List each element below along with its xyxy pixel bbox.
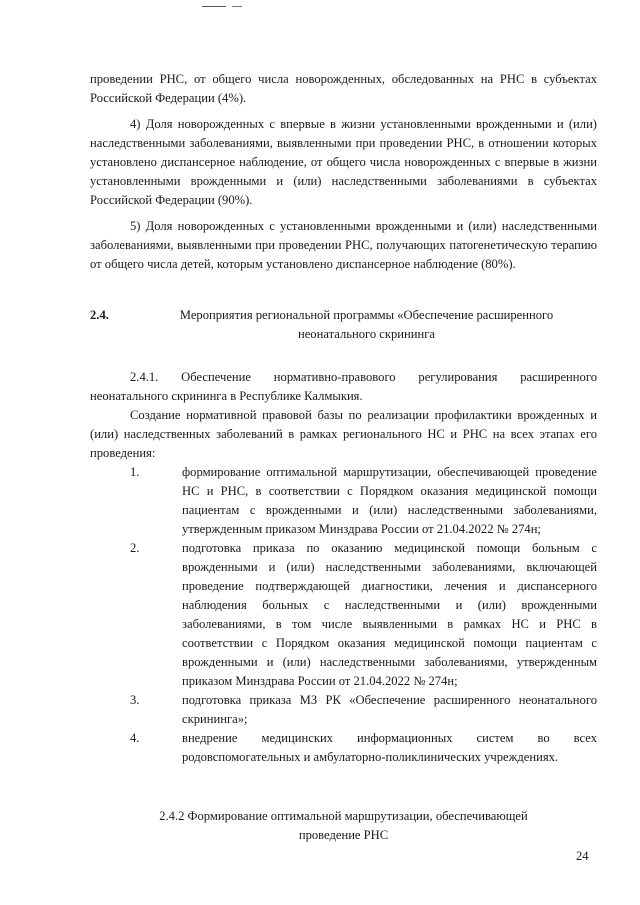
page-content bbox=[90, 70, 597, 845]
section-heading-2-4 bbox=[90, 306, 597, 344]
subsection-2-4-1-intro: 2.4.1. Обеспечение нормативно-правового регулирования расширенного неонатального скрининга в Республике Калмыкия. bbox=[90, 370, 597, 403]
list-item bbox=[90, 691, 597, 729]
list-item-number: 4. bbox=[130, 731, 140, 745]
list-item bbox=[90, 729, 597, 767]
list-item-text: внедрение медицинских информационных систем во всех родовспомогательных и амбулаторно-поликлинических учреждениях. bbox=[182, 731, 597, 764]
section-heading-2-4-2 bbox=[90, 807, 597, 845]
list-item-number: 3. bbox=[130, 693, 140, 707]
section-title-line2: неонатального скрининга bbox=[297, 327, 436, 341]
paragraph-continuation: проведении РНС, от общего числа новорожденных, обследованных на РНС в субъектах Российской Федерации (4%). bbox=[90, 72, 597, 105]
list-item-text: подготовка приказа по оказанию медицинской помощи больным с врожденными и (или) наследственными заболеваниями, включающей проведение подтверждающей диагностики, лечения и диспансерного наблюдения больных с наследственными и (или) врожденными заболеваниями, в том числе выявленными в рамках НС и РНС в соответствии с Порядком оказания медицинской помощи пациентам с врожденными и (или) наследственными заболеваниями, утвержденным приказом Минздрава России от 21.04.2022 № 274н; bbox=[182, 541, 597, 688]
section-title-line1: Мероприятия региональной программы «Обеспечение расширенного bbox=[179, 308, 554, 322]
list-item-text: формирование оптимальной маршрутизации, обеспечивающей проведение НС и РНС, в соответствии с Порядком оказания медицинской помощи пациентам с врожденными и (или) наследственными заболеваниями, утвержденным приказом Минздрава России от 21.04.2022 № 274н; bbox=[182, 465, 597, 536]
section-number: 2.4. bbox=[90, 308, 109, 322]
list-item bbox=[90, 463, 597, 539]
page-number: 24 bbox=[576, 849, 589, 863]
scan-artifact-mark bbox=[202, 6, 226, 7]
section-title bbox=[136, 306, 597, 344]
list-item-text: подготовка приказа МЗ РК «Обеспечение расширенного неонатального скрининга»; bbox=[182, 693, 597, 726]
paragraph-item-5: 5) Доля новорожденных с установленными врожденными и (или) наследственными заболеваниями, выявленными при проведении РНС, получающих патогенетическую терапию от общего числа детей, которым установлено диспансерное наблюдение (80%). bbox=[90, 219, 597, 271]
section-title-line1: 2.4.2 Формирование оптимальной маршрутизации, обеспечивающей bbox=[159, 809, 528, 823]
list-item-number: 2. bbox=[130, 541, 140, 555]
list-item bbox=[90, 539, 597, 691]
subsection-2-4-1-body: Создание нормативной правовой базы по реализации профилактики врожденных и (или) наследственных заболеваний в рамках регионального НС и РНС на всех этапах его проведения: bbox=[90, 408, 597, 460]
paragraph-item-4: 4) Доля новорожденных с впервые в жизни установленными врожденными и (или) наследственными заболеваниями, выявленными при проведении РНС, в отношении которых установлено диспансерное наблюдение, от общего числа новорожденных с впервые в жизни установленными врожденными и (или) наследственными заболеваниями в субъектах Российской Федерации (90%). bbox=[90, 117, 597, 207]
list-item-number: 1. bbox=[130, 465, 140, 479]
section-title-line2: проведение РНС bbox=[298, 828, 389, 842]
